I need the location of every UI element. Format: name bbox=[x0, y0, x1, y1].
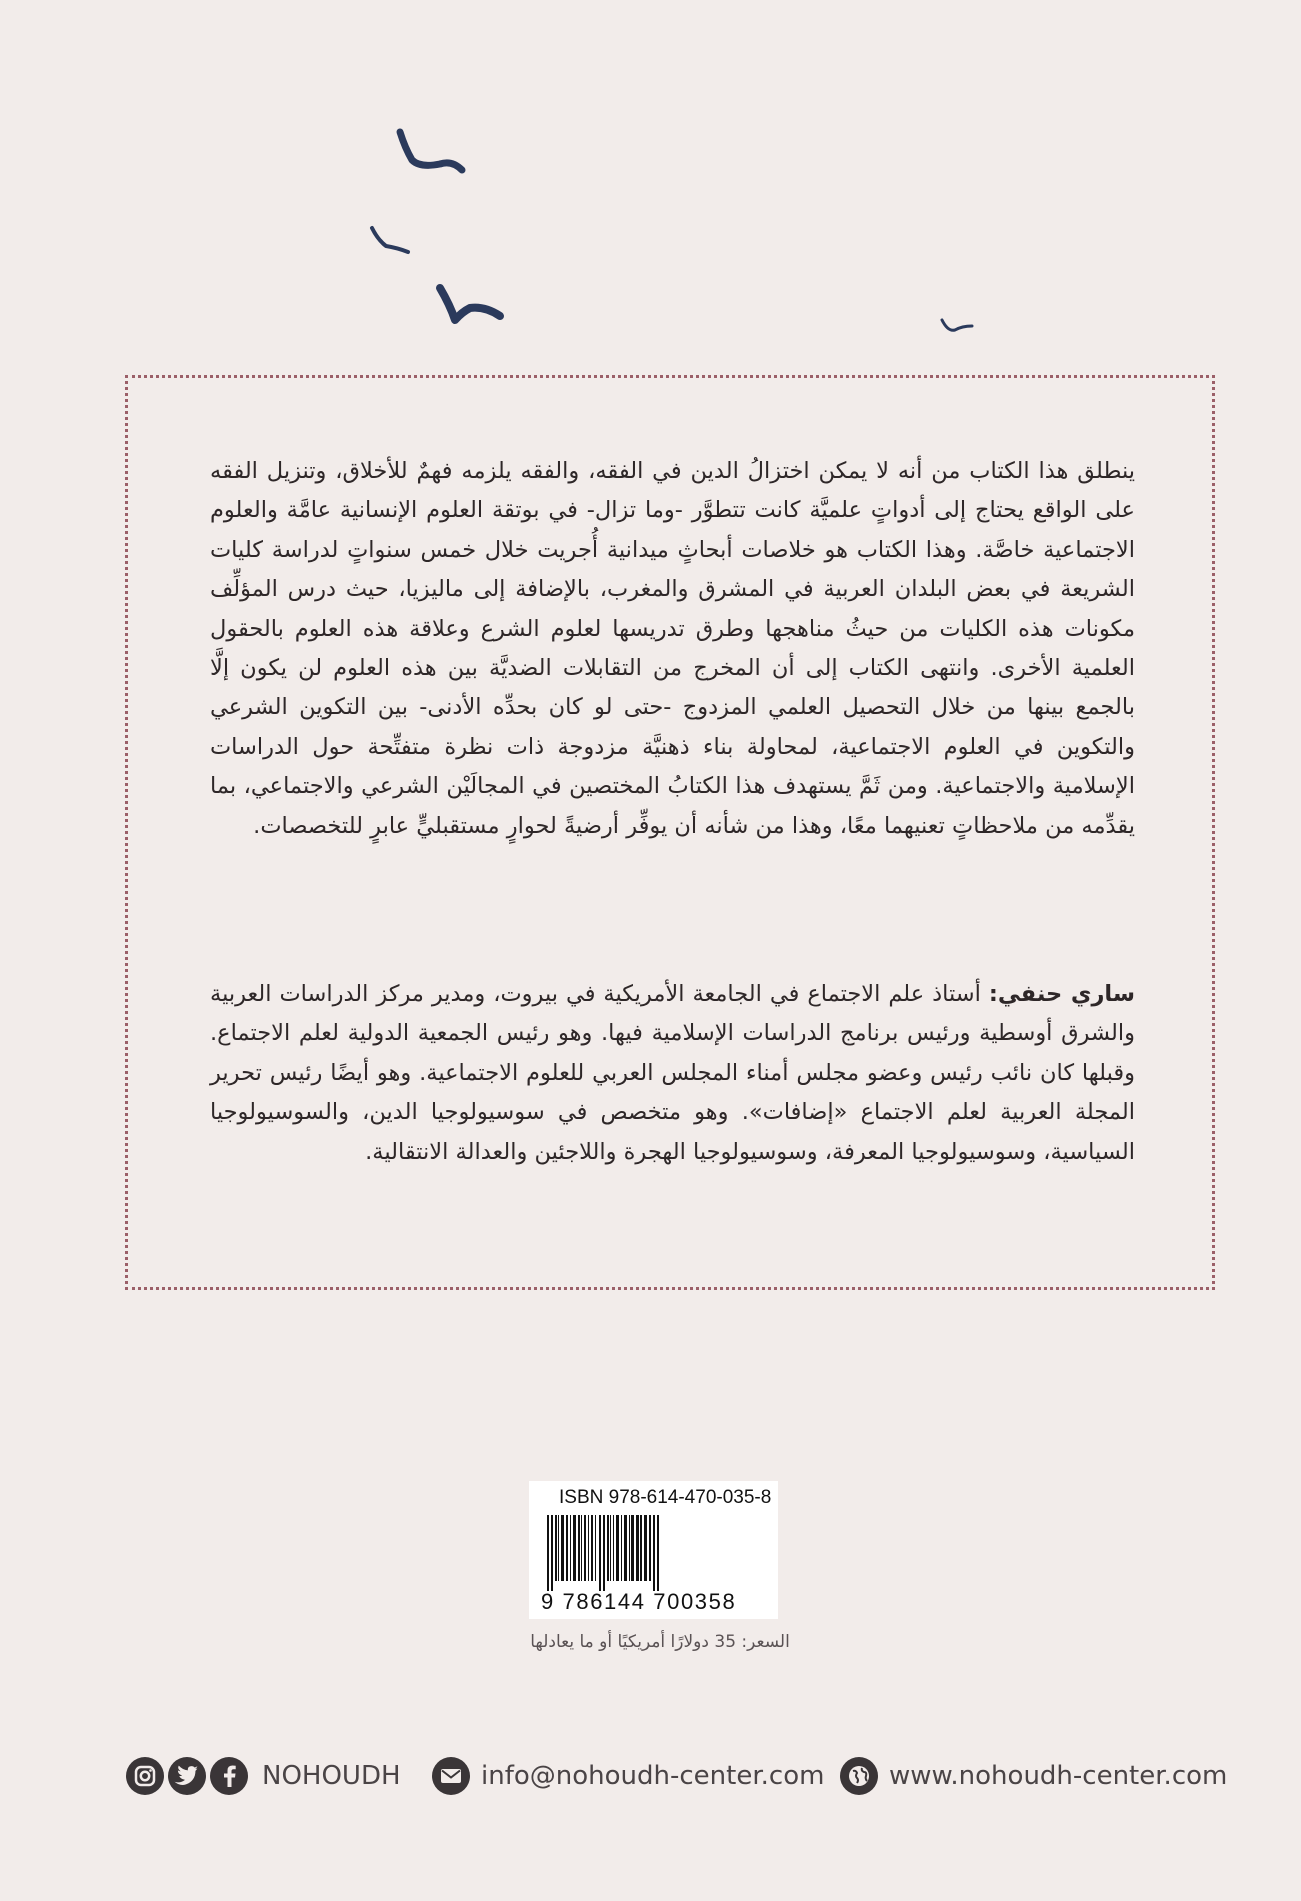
barcode-bar bbox=[640, 1515, 642, 1581]
author-name: ساري حنفي: bbox=[988, 981, 1135, 1007]
barcode-bar bbox=[551, 1515, 553, 1591]
barcode-panel bbox=[529, 1481, 778, 1619]
facebook-icon[interactable] bbox=[210, 1757, 248, 1795]
social-handle[interactable]: NOHOUDH bbox=[262, 1761, 401, 1791]
barcode-bar bbox=[588, 1515, 589, 1581]
email-icon[interactable] bbox=[432, 1757, 470, 1795]
barcode-bar bbox=[599, 1515, 601, 1591]
barcode-bar bbox=[547, 1515, 549, 1591]
website-link[interactable]: www.nohoudh-center.com bbox=[889, 1761, 1228, 1791]
twitter-icon[interactable] bbox=[168, 1757, 206, 1795]
price-label: السعر: 35 دولارًا أمريكيًا أو ما يعادلها bbox=[530, 1632, 790, 1652]
barcode-bar bbox=[657, 1515, 659, 1591]
barcode-bar bbox=[578, 1515, 580, 1581]
email-link[interactable]: info@nohoudh-center.com bbox=[481, 1761, 825, 1791]
bird-icon bbox=[942, 320, 972, 330]
barcode-bar bbox=[566, 1515, 568, 1581]
bird-icon bbox=[400, 132, 462, 170]
barcode-bar bbox=[610, 1515, 611, 1581]
isbn-label: ISBN 978-614-470-035-8 bbox=[559, 1487, 772, 1508]
barcode-bar bbox=[581, 1515, 582, 1581]
barcode-icon bbox=[543, 1515, 765, 1591]
barcode-bar bbox=[613, 1515, 614, 1581]
barcode-bar bbox=[561, 1515, 564, 1581]
globe-icon[interactable] bbox=[840, 1757, 878, 1795]
book-synopsis: ينطلق هذا الكتاب من أنه لا يمكن اختزالُ الدين في الفقه، والفقه يلزمه فهمٌ للأخلاق، وتنزيل الفقه على الواقع يحتاج إلى أدواتٍ علميَّة كانت تتطوَّر -وما تزال- في بوتقة العلوم الإنسانية عامَّة والعلوم الاجتماعية خاصَّة. وهذا الكتاب هو خلاصات أبحاثٍ ميدانية أُجريت خلال خمس سنواتٍ لدراسة كليات الشريعة في بعض البلدان العربية في المشرق والمغرب، بالإضافة إلى ماليزيا، حيث درس المؤلِّف مكونات هذه الكليات من حيثُ مناهجها وطرق تدريسها لعلوم الشرع وعلاقة هذه العلوم بالحقول العلمية الأخرى. وانتهى الكتاب إلى أن المخرج من التقابلات الضديَّة بين هذه العلوم لن يكون إلَّا بالجمع بينها من خلال التحصيل العلمي المزدوج -حتى لو كان بحدِّه الأدنى- بين التكوين الشرعي والتكوين في العلوم الاجتماعية، لمحاولة بناء ذهنيَّة مزدوجة ذات نظرة متفتِّحة حول الدراسات الإسلامية والاجتماعية. ومن ثَمَّ يستهدف هذا الكتابُ المختصين في المجالَيْن الشرعي والاجتماعي، بما يقدِّمه من ملاحظاتٍ تعنيهما معًا، وهذا من شأنه أن يوفِّر أرضيةً لحوارٍ مستقبليٍّ عابرٍ للتخصصات. bbox=[210, 458, 1135, 839]
barcode-bar bbox=[603, 1515, 605, 1591]
barcode-bar bbox=[653, 1515, 655, 1591]
bird-icon bbox=[440, 288, 500, 320]
barcode-bar bbox=[621, 1515, 622, 1581]
barcode-bar bbox=[558, 1515, 559, 1581]
birds-illustration bbox=[0, 0, 1301, 400]
barcode-bar bbox=[649, 1515, 651, 1581]
barcode-bar bbox=[636, 1515, 639, 1581]
barcode-bar bbox=[555, 1515, 557, 1581]
barcode-bar bbox=[591, 1515, 593, 1581]
barcode-bar bbox=[644, 1515, 647, 1581]
barcode-bar bbox=[570, 1515, 571, 1581]
author-bio-text: أستاذ علم الاجتماع في الجامعة الأمريكية في بيروت، ومدير مركز الدراسات العربية والشرق أوسطية ورئيس برنامج الدراسات الإسلامية فيها. وهو رئيس الجمعية الدولية لعلم الاجتماع. وقبلها كان نائب رئيس وعضو مجلس أمناء المجلس العربي للعلوم الاجتماعية. وهو أيضًا رئيس تحرير المجلة العربية لعلم الاجتماع «إضافات». وهو متخصص في سوسيولوجيا الدين، والسوسيولوجيا السياسية، وسوسيولوجيا المعرفة، وسوسيولوجيا الهجرة واللاجئين والعدالة الانتقالية. bbox=[210, 981, 1135, 1165]
barcode-bar bbox=[631, 1515, 634, 1581]
barcode-digits: 9 786144 700358 bbox=[541, 1589, 737, 1614]
publisher-footer bbox=[0, 1757, 1301, 1805]
author-bio bbox=[210, 975, 1135, 1172]
barcode-bar bbox=[584, 1515, 586, 1581]
barcode-bar bbox=[607, 1515, 609, 1581]
barcode-bar bbox=[624, 1515, 627, 1581]
instagram-icon[interactable] bbox=[126, 1757, 164, 1795]
bird-icon bbox=[372, 228, 408, 252]
barcode-bar bbox=[595, 1515, 596, 1581]
barcode-bar bbox=[573, 1515, 576, 1581]
barcode-bar bbox=[629, 1515, 630, 1581]
barcode-bar bbox=[616, 1515, 619, 1581]
